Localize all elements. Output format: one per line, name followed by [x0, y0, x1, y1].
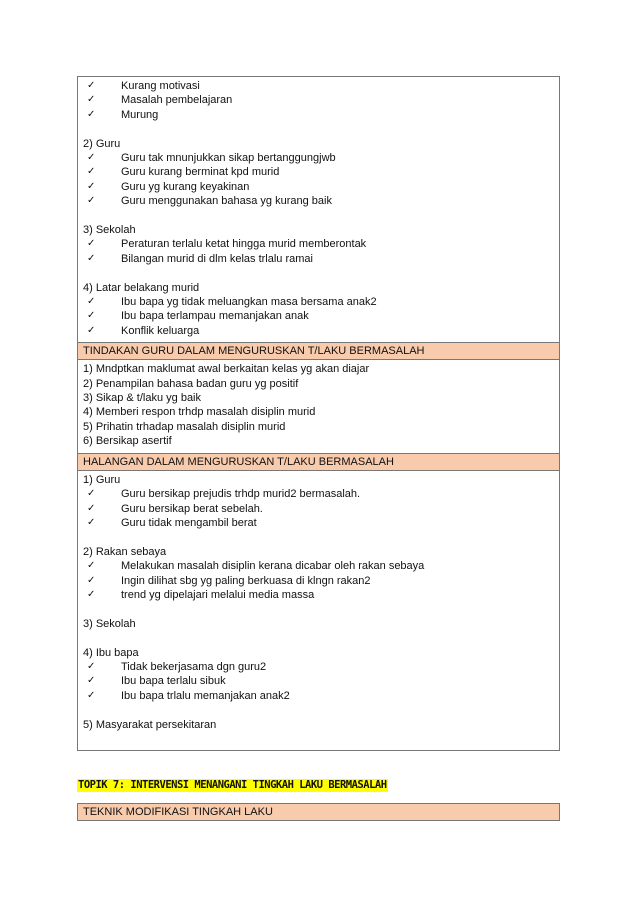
group-heading: 1) Guru [83, 473, 121, 486]
group-heading: 5) Masyarakat persekitaran [83, 718, 217, 731]
list-item: ✓ Bilangan murid di dlm kelas trlalu ramai [87, 252, 313, 265]
checkmark-icon: ✓ [87, 516, 96, 528]
checkmark-icon: ✓ [87, 675, 96, 687]
list-item: ✓ Guru kurang berminat kpd murid [87, 166, 280, 179]
list-item: ✓ Murung [87, 108, 159, 121]
list-item: ✓ Peraturan terlalu ketat hingga murid memberontak [87, 238, 367, 251]
list-item: 5) Prihatin trhadap masalah disiplin murid [83, 420, 286, 433]
topic-title: TOPIK 7: INTERVENSI MENANGANI TINGKAH LAKU BERMASALAH [78, 779, 387, 791]
checkmark-icon: ✓ [87, 94, 96, 106]
group-heading: 3) Sekolah [83, 224, 136, 237]
group-heading: 4) Ibu bapa [83, 646, 139, 659]
checkmark-icon: ✓ [87, 488, 96, 500]
list-item: ✓ Ibu bapa terlampau memanjakan anak [87, 310, 309, 323]
checkmark-icon: ✓ [87, 238, 96, 250]
list-item: 2) Penampilan bahasa badan guru yg positif [83, 377, 299, 390]
list-item: 4) Memberi respon trhdp masalah disiplin murid [83, 406, 316, 419]
checkmark-icon: ✓ [87, 689, 96, 701]
list-item: ✓ Guru tidak mengambil berat [87, 516, 257, 529]
list-item: ✓ Masalah pembelajaran [87, 94, 233, 107]
checkmark-icon: ✓ [87, 588, 96, 600]
group-heading: 3) Sekolah [83, 617, 136, 630]
list-item: ✓ Ibu bapa terlalu sibuk [87, 675, 226, 688]
checkmark-icon: ✓ [87, 660, 96, 672]
checkmark-icon: ✓ [87, 574, 96, 586]
list-item: ✓ trend yg dipelajari melalui media massa [87, 588, 315, 601]
list-item: ✓ Guru menggunakan bahasa yg kurang baik [87, 195, 332, 208]
group-heading: 2) Guru [83, 137, 121, 150]
topic-table-heading: TEKNIK MODIFIKASI TINGKAH LAKU [78, 804, 559, 820]
checkmark-icon: ✓ [87, 324, 96, 336]
list-item: ✓ Ibu bapa yg tidak meluangkan masa bersama anak2 [87, 296, 377, 309]
checkmark-icon: ✓ [87, 296, 96, 308]
list-item: ✓ Guru yg kurang keyakinan [87, 180, 250, 193]
tindakan-heading: TINDAKAN GURU DALAM MENGURUSKAN T/LAKU BERMASALAH [78, 343, 559, 360]
checkmark-icon: ✓ [87, 108, 96, 120]
list-item: ✓ Tidak bekerjasama dgn guru2 [87, 660, 267, 673]
checkmark-icon: ✓ [87, 166, 96, 178]
list-item: 1) Mndptkan maklumat awal berkaitan kelas yg akan diajar [83, 363, 370, 376]
checkmark-icon: ✓ [87, 152, 96, 164]
halangan-cell [78, 471, 559, 751]
sebab-cell [78, 77, 559, 343]
tindakan-cell [78, 360, 559, 453]
list-item: ✓ Guru bersikap berat sebelah. [87, 502, 263, 515]
halangan-heading: HALANGAN DALAM MENGURUSKAN T/LAKU BERMASALAH [78, 454, 559, 471]
list-item: 3) Sikap & t/laku yg baik [83, 392, 202, 405]
intro-list [83, 79, 554, 122]
checkmark-icon: ✓ [87, 252, 96, 264]
group-heading: 2) Rakan sebaya [83, 545, 167, 558]
list-item: ✓ Melakukan masalah disiplin kerana dicabar oleh rakan sebaya [87, 560, 425, 573]
checkmark-icon: ✓ [87, 560, 96, 572]
list-item: ✓ Ingin dilihat sbg yg paling berkuasa di klngn rakan2 [87, 574, 371, 587]
checkmark-icon: ✓ [87, 80, 96, 91]
checkmark-icon: ✓ [87, 310, 96, 322]
main-table [77, 76, 560, 751]
list-item: 6) Bersikap asertif [83, 435, 172, 448]
list-item: ✓ Konflik keluarga [87, 324, 200, 337]
list-item: ✓ Kurang motivasi [87, 80, 200, 92]
topic-table [77, 803, 560, 821]
list-item: ✓ Guru tak mnunjukkan sikap bertanggungjwb [87, 152, 336, 165]
checkmark-icon: ✓ [87, 180, 96, 192]
checkmark-icon: ✓ [87, 502, 96, 514]
checkmark-icon: ✓ [87, 195, 96, 207]
list-item: ✓ Ibu bapa trlalu memanjakan anak2 [87, 689, 290, 702]
group-heading: 4) Latar belakang murid [83, 281, 200, 294]
list-item: ✓ Guru bersikap prejudis trhdp murid2 bermasalah. [87, 488, 361, 501]
